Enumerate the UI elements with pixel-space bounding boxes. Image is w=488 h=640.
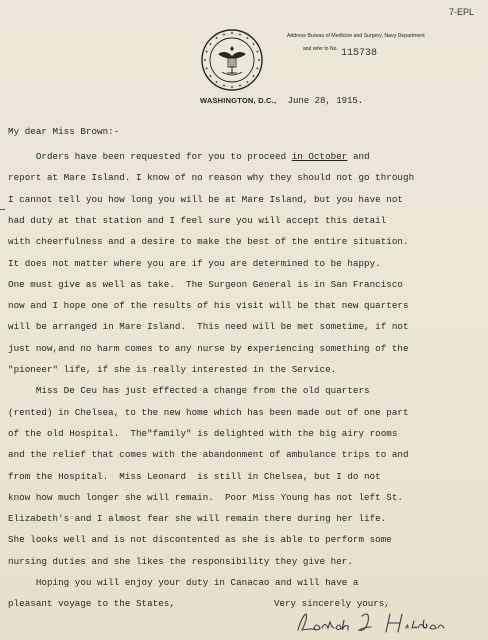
letter-line: [8, 428, 397, 439]
letter-line: [8, 194, 403, 205]
letter-line: [8, 407, 409, 418]
salutation: My dear Miss Brown:-: [8, 126, 120, 137]
letter-line-text: and: [347, 151, 370, 162]
letter-line: [8, 534, 392, 545]
refer-label: and refer to No.: [303, 46, 338, 52]
letter-line: [8, 279, 403, 290]
letter-line-text: Hoping you will enjoy your duty in Canacao and will have a: [8, 577, 359, 588]
letter-line-text: Miss De Ceu has just effected a change from the old quarters: [8, 385, 370, 397]
letter-line-text: from the Hospital. Miss Leonard is still in Chelsea, but I do not: [8, 470, 381, 482]
letter-line: [8, 172, 414, 183]
letter-line: [8, 321, 409, 332]
letter-line-text: pleasant voyage to the States,: [8, 598, 175, 610]
letter-line-text: and the relief that comes with the abandonment of ambulance trips to and: [8, 449, 409, 461]
letter-line: [8, 151, 370, 162]
letter-line: [8, 364, 336, 375]
letter-line: [8, 556, 353, 567]
letter-line-text: had duty at that station and I feel sure you will accept this detail: [8, 214, 387, 226]
letter-line: [8, 449, 409, 460]
letter-line: [8, 471, 381, 482]
letter-line-text: now and I hope one of the results of his visit will be that new quarters: [8, 300, 409, 312]
letter-line-text: with cheerfulness and a desire to make the best of the entire situation.: [8, 236, 409, 248]
underlined-text: in October: [291, 151, 348, 162]
letter-line-text: Orders have been requested for you to proceed: [8, 151, 292, 162]
letter-line-text: "pioneer" life, if she is really interested in the Service.: [8, 364, 337, 375]
reference-number: 115738: [341, 48, 378, 59]
letter-line: [8, 385, 370, 396]
letter-line: [8, 577, 359, 588]
letter-line: [8, 300, 409, 311]
address-line: Address Bureau of Medicine and Surgery, Navy Department: [287, 33, 425, 39]
letter-line-text: It does not matter where you are if you are determined to be happy.: [8, 257, 381, 269]
document-code: 7-EPL: [448, 7, 474, 17]
letter-line: [8, 236, 409, 247]
letter-line-text: of the old Hospital. The"family" is delighted with the big airy rooms: [8, 427, 398, 439]
letter-line-text: She looks well and is not discontented as she is able to perform some: [8, 534, 392, 546]
letter-line: [8, 598, 175, 609]
letter-line-text: report at Mare Island. I know of no reason why they should not go through: [8, 172, 415, 184]
letter-line-text: nursing duties and she likes the responsibility they give her.: [8, 555, 353, 567]
letter-line-text: I cannot tell you how long you will be at Mare Island, but you have not: [8, 193, 404, 205]
letter-line-text: (rented) in Chelsea, to the new home which has been made out of one part: [8, 406, 409, 418]
letter-line-text: Elizabeth's and I almost fear she will remain there during her life.: [8, 513, 387, 525]
letter-line-text: One must give as well as take. The Surgeon General is in San Francisco: [8, 278, 404, 290]
letter-line: [8, 343, 409, 354]
letter-line: [8, 258, 381, 269]
letter-line: [8, 215, 386, 226]
closing: Very sincerely yours,: [274, 598, 390, 609]
letter-line: [8, 492, 403, 503]
letter-line-text: will be arranged in Mare Island. This need will be met sometime, if not: [8, 321, 409, 333]
letter-line-text: just now,and no harm comes to any nurse by experiencing something of the: [8, 342, 409, 354]
dateline-date: June 28, 1915.: [287, 96, 364, 106]
handwritten-signature: [292, 608, 482, 638]
dateline-city: WASHINGTON, D.C.,: [200, 96, 277, 105]
letter-line-text: know how much longer she will remain. Poor Miss Young has not left St.: [8, 491, 404, 503]
letter-line: [8, 513, 386, 524]
